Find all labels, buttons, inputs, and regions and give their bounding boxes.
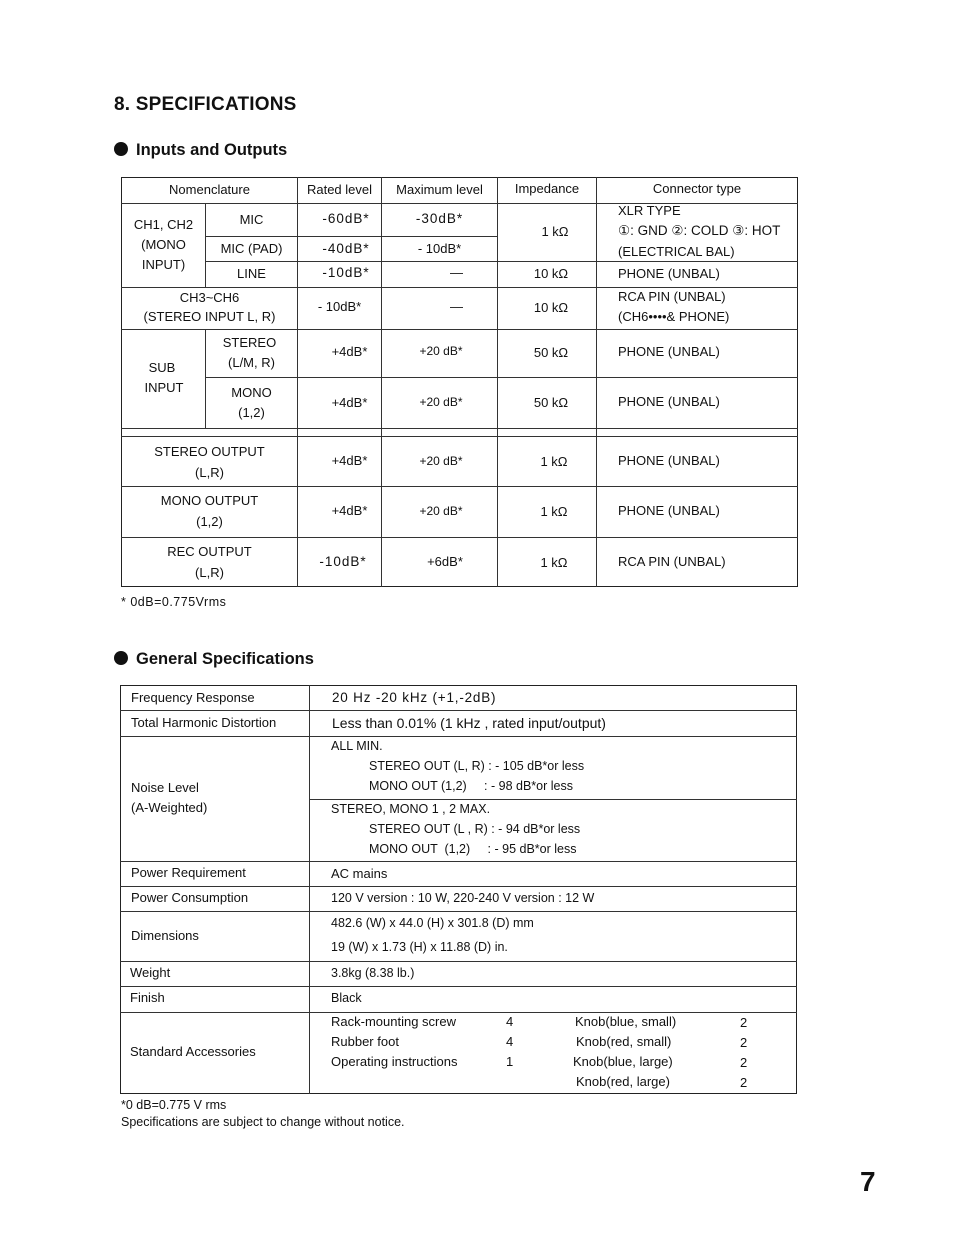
rated-level: -60dB* [322,211,370,226]
spec-label: (A-Weighted) [131,800,208,815]
max-level: - 10dB* [417,241,462,256]
row-label: (STEREO INPUT L, R) [143,309,276,324]
spec-value: Black [331,991,362,1005]
spec-value: MONO OUT (1,2) : - 98 dB*or less [369,779,573,793]
accessory-qty: 4 [506,1014,514,1029]
spec-label: Power Requirement [131,865,246,880]
impedance: 10 kΩ [533,300,569,315]
rated-level: +4dB* [331,344,368,359]
accessory-qty: 2 [740,1035,748,1050]
spec-label: Weight [130,965,171,980]
row-label: CH3~CH6 [179,290,240,305]
connector: (ELECTRICAL BAL) [618,244,735,259]
spec-label: Finish [130,990,165,1005]
accessory-qty: 2 [740,1055,748,1070]
connector: ①: GND ②: COLD ③: HOT [618,223,781,238]
connector: PHONE (UNBAL) [618,453,720,468]
accessory-name: Knob(blue, small) [575,1014,677,1029]
connector: PHONE (UNBAL) [618,266,720,281]
row-label: (L/M, R) [228,355,275,370]
impedance: 1 kΩ [540,454,568,469]
accessory-name: Knob(red, small) [576,1034,672,1049]
page-number: 7 [860,1166,876,1197]
spec-value: ALL MIN. [331,739,383,753]
row-label: MIC (PAD) [220,241,283,256]
rated-level: +4dB* [331,503,368,518]
accessory-qty: 2 [740,1075,748,1090]
impedance: 50 kΩ [533,345,569,360]
connector: PHONE (UNBAL) [618,394,720,409]
spec-value: 120 V version : 10 W, 220-240 V version : 12 W [331,891,595,905]
row-label: (L,R) [195,465,224,480]
connector: RCA PIN (UNBAL) [618,554,726,569]
row-label: MONO OUTPUT [160,493,259,508]
row-label: REC OUTPUT [167,544,252,559]
connector: RCA PIN (UNBAL) [618,289,726,304]
spec-value: STEREO OUT (L , R) : - 94 dB*or less [369,822,581,836]
accessory-name: Knob(blue, large) [573,1054,673,1069]
spec-value: Less than 0.01% (1 kHz , rated input/output) [332,715,606,731]
spec-value: 20 Hz -20 kHz (+1,-2dB) [332,690,497,705]
connector: XLR TYPE [618,203,681,218]
max-level: — [450,265,463,280]
accessory-name: Operating instructions [331,1054,458,1069]
impedance: 50 kΩ [533,395,569,410]
spec-value: 19 (W) x 1.73 (H) x 11.88 (D) in. [331,940,508,954]
row-label: MIC [239,212,264,227]
row-label: (1,2) [196,514,223,529]
row-label: STEREO [222,335,277,350]
col-header: Maximum level [396,182,483,197]
rated-level: - 10dB* [317,299,362,314]
rated-level: +4dB* [331,395,368,410]
row-group-label: INPUT) [141,257,186,272]
footnote: *0 dB=0.775 V rms [121,1098,227,1112]
row-group-label: SUB [148,360,176,375]
disclaimer: Specifications are subject to change without notice. [121,1115,405,1129]
connector: PHONE (UNBAL) [618,344,720,359]
spec-label: Frequency Response [131,690,255,705]
rated-level: +4dB* [331,453,368,468]
rated-level: -10dB* [319,554,367,569]
row-label: (1,2) [238,405,265,420]
spec-label: Standard Accessories [130,1044,256,1059]
col-header: Rated level [306,182,373,197]
section-heading-general [114,650,314,669]
row-label: (L,R) [195,565,224,580]
row-group-label: (MONO [141,237,186,252]
spec-value: 482.6 (W) x 44.0 (H) x 301.8 (D) mm [331,916,534,930]
page-title: 8. SPECIFICATIONS [114,94,297,115]
accessory-qty: 2 [740,1015,748,1030]
col-header: Connector type [652,181,742,196]
row-label: MONO [231,385,272,400]
spec-value: STEREO OUT (L, R) : - 105 dB*or less [369,759,585,773]
bullet-icon [114,142,128,156]
section-heading-io [114,141,287,160]
impedance: 10 kΩ [533,266,569,281]
row-group-label: CH1, CH2 [133,217,194,232]
col-header: Nomenclature [169,182,250,197]
row-group-label: INPUT [144,380,184,395]
general-heading-text: General Specifications [136,650,314,668]
max-level: — [450,299,463,314]
accessory-name: Rubber foot [331,1034,399,1049]
spec-label: Power Consumption [131,890,249,905]
impedance: 1 kΩ [540,504,568,519]
connector: PHONE (UNBAL) [618,503,720,518]
accessory-name: Knob(red, large) [576,1074,670,1089]
rated-level: -40dB* [322,241,370,256]
row-label: LINE [237,266,266,281]
bullet-icon [114,651,128,665]
spec-value: STEREO, MONO 1 , 2 MAX. [331,802,491,816]
max-level: +20 dB* [419,395,463,409]
max-level: -30dB* [415,211,464,226]
col-header: Impedance [514,181,580,196]
footnote: * 0dB=0.775Vrms [121,595,227,609]
connector: (CH6••••& PHONE) [618,309,730,324]
spec-label: Total Harmonic Distortion [131,715,277,730]
spec-value: MONO OUT (1,2) : - 95 dB*or less [369,842,577,856]
max-level: +20 dB* [419,504,463,518]
impedance: 1 kΩ [541,224,569,239]
io-heading-text: Inputs and Outputs [136,141,288,159]
max-level: +20 dB* [419,454,463,468]
impedance: 1 kΩ [540,555,568,570]
spec-label: Noise Level [131,780,199,795]
row-label: STEREO OUTPUT [154,444,265,459]
accessory-qty: 1 [506,1054,514,1069]
rated-level: -10dB* [322,265,370,280]
accessory-qty: 4 [506,1034,514,1049]
spec-value: AC mains [331,866,388,881]
max-level: +20 dB* [419,344,463,358]
spec-label: Dimensions [131,928,199,943]
accessory-name: Rack-mounting screw [331,1014,456,1029]
spec-value: 3.8kg (8.38 lb.) [331,966,415,980]
max-level: +6dB* [427,554,463,569]
